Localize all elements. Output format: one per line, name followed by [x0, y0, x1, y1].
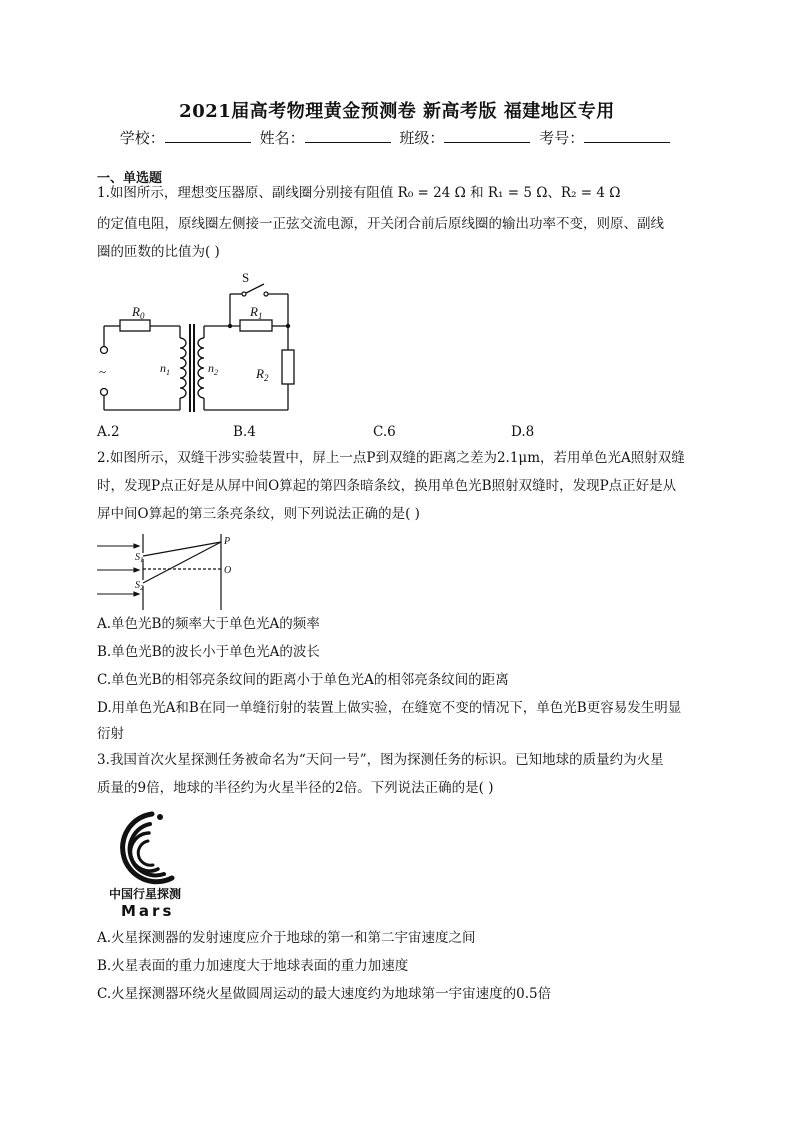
class-label: 班级： — [399, 129, 445, 147]
q3-option-a[interactable]: A.火星探测器的发射速度应介于地球的第一和第二宇宙速度之间 — [97, 930, 476, 946]
school-label: 学校： — [119, 129, 165, 147]
n1-label: $n_1$ — [160, 361, 170, 377]
ac-source-symbol: ~ — [99, 364, 107, 379]
q2-line-2: 时，发现P点正好是从屏中间O算起的第四条暗条纹，换用单色光B照射双缝时，发现P点正好是从 — [97, 478, 677, 494]
name-blank[interactable] — [305, 128, 391, 143]
q2-line-1: 2.如图所示，双缝干涉实验装置中，屏上一点P到双缝的距离之差为2.1μm，若用单色光A照射双缝 — [97, 450, 685, 466]
q2-option-d-continued: 衍射 — [97, 726, 124, 742]
q3-option-b[interactable]: B.火星表面的重力加速度大于地球表面的重力加速度 — [97, 958, 409, 974]
switch-label: S — [242, 270, 250, 285]
exam-number-blank[interactable] — [584, 128, 670, 143]
q1-line-1: 1.如图所示，理想变压器原、副线圈分别接有阻值 R₀ = 24 Ω 和 R₁ = 5 Ω、R₂ = 4 Ω — [97, 185, 621, 201]
q3-line-2: 质量的9倍，地球的半径约为火星半径的2倍。下列说法正确的是( ) — [97, 780, 494, 796]
logo-caption: 中国行星探测 — [109, 887, 182, 901]
q1-option-c[interactable]: C.6 — [373, 424, 396, 440]
student-info-line — [0, 127, 794, 148]
q2-line-3: 屏中间O算起的第三条亮条纹，则下列说法正确的是( ) — [97, 506, 420, 522]
s2-label: $S_2$ — [135, 580, 144, 592]
mars-logo-icon — [112, 808, 182, 886]
q2-option-d[interactable]: D.用单色光A和B在同一单缝衍射的装置上做实验，在缝宽不变的情况下，单色光B更容易发生明显 — [97, 700, 682, 716]
q1-option-b[interactable]: B.4 — [233, 424, 256, 440]
transformer-circuit-figure — [92, 262, 312, 422]
name-label: 姓名： — [259, 129, 305, 147]
q3-line-1: 3.我国首次火星探测任务被命名为“天问一号”，图为探测任务的标识。已知地球的质量约为火星 — [97, 752, 664, 768]
n2-label: $n_2$ — [208, 361, 218, 377]
q3-option-c[interactable]: C.火星探测器环绕火星做圆周运动的最大速度约为地球第一宇宙速度的0.5倍 — [97, 986, 552, 1002]
exam-number-label: 考号： — [539, 129, 585, 147]
q2-option-b[interactable]: B.单色光B的波长小于单色光A的波长 — [97, 644, 320, 660]
q1-option-d[interactable]: D.8 — [511, 424, 535, 440]
page-title: 2021届高考物理黄金预测卷 新高考版 福建地区专用 — [179, 101, 615, 122]
q1-line-3: 圈的匝数的比值为( ) — [97, 244, 220, 260]
q2-option-a[interactable]: A.单色光B的频率大于单色光A的频率 — [97, 616, 320, 632]
point-p-label: P — [224, 536, 231, 547]
r0-label: $R_0$ — [132, 304, 145, 321]
q2-option-c[interactable]: C.单色光B的相邻亮条纹间的距离小于单色光A的相邻亮条纹间的距离 — [97, 672, 509, 688]
double-slit-figure — [95, 532, 245, 612]
r2-label: $R_2$ — [256, 366, 269, 383]
class-blank[interactable] — [444, 128, 530, 143]
section-title: 一、单选题 — [97, 171, 163, 186]
q1-option-a[interactable]: A.2 — [97, 424, 120, 440]
school-blank[interactable] — [165, 128, 251, 143]
logo-mars-text: Mars — [121, 902, 175, 920]
point-o-label: O — [224, 565, 232, 576]
r1-label: $R_1$ — [250, 304, 263, 321]
s1-label: $S_1$ — [135, 552, 144, 564]
q1-line-2: 的定值电阻，原线圈左侧接一正弦交流电源，开关闭合前后原线圈的输出功率不变，则原、副线 — [97, 216, 664, 232]
